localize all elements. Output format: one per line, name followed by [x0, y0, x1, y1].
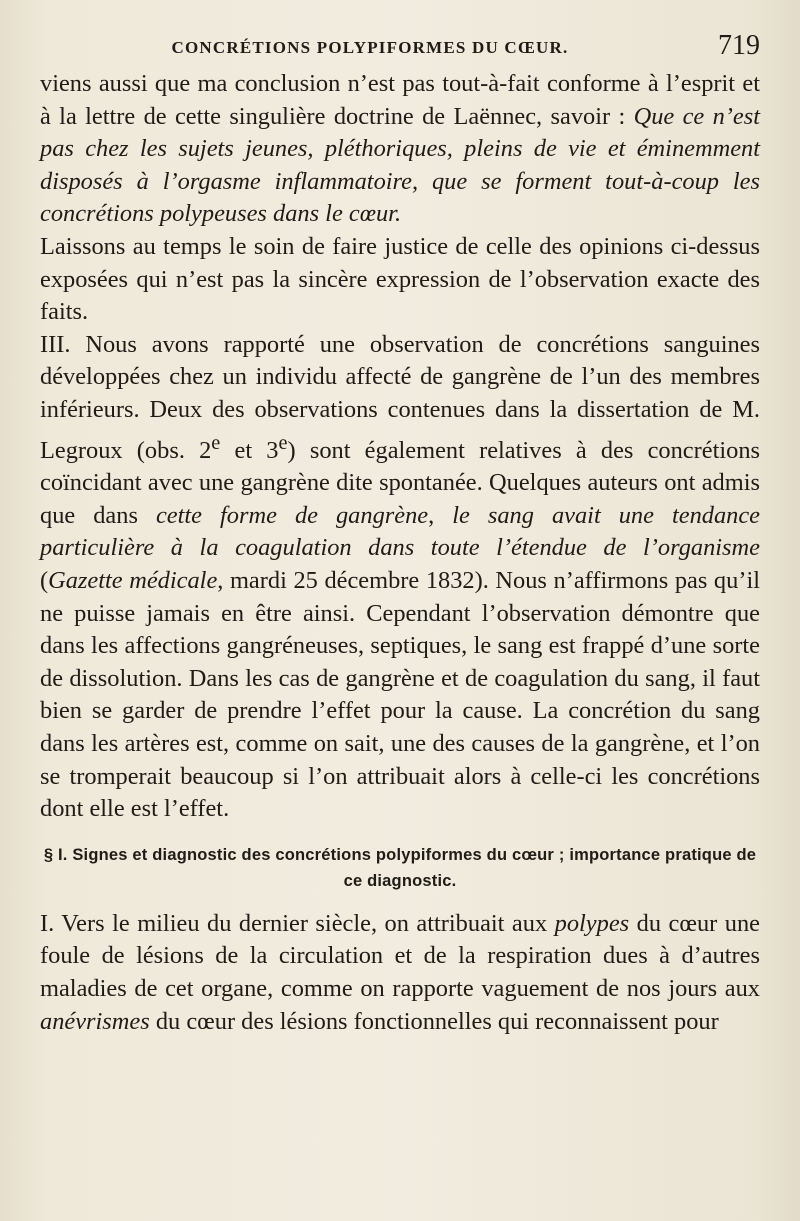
paragraph-3-italic-1: cette forme de gangrène	[155, 501, 429, 529]
paragraph-4-italic-1: polypes	[554, 909, 630, 937]
paragraph-4-text-a: I. Vers le milieu du dernier siècle, on attribuait aux	[40, 909, 555, 937]
superscript-e-2: e	[278, 431, 288, 454]
paragraph-3	[40, 329, 760, 826]
section-heading: § I. Signes et diagnostic des concrétions polypiformes du cœur ; importance pratique de ce diagnostic.	[43, 845, 757, 890]
paragraph-4-text-b: du cœur une foule de lésions de la circulation et de la respiration dues à d’autres maladies de cet organe, comme on rapporte vaguement de nos jours aux	[40, 909, 760, 1002]
paragraph-1-text: viens aussi que ma conclusion n’est pas tout-à-fait conforme à l’esprit et à la lettre de cette singulière doctrine de Laënnec, savoir :	[40, 70, 760, 130]
paragraph-3-citation: Gazette médicale	[48, 567, 218, 595]
paragraph-1	[40, 68, 760, 231]
paragraph-4	[40, 908, 760, 1038]
paragraph-2: Laissons au temps le soin de faire justice de celle des opinions ci-dessus exposées qui n’est pas la sincère expression de l’observation exacte des faits.	[40, 232, 760, 326]
paragraph-4-text-c: du cœur des lésions fonctionnelles qui reconnaissent pour	[149, 1007, 719, 1035]
paragraph-3-text-f: , mardi 25 décembre 1832). Nous n’affirmons pas qu’il ne puisse jamais en être ainsi. Cependant l’observation démontre que dans les affections gangréneuses, septiques, le sang est frappé d’une sorte de dissolution. Dans les cas de gangrène et de coagulation du sang, il faut bien se garder de prendre l’effet pour la cause. La concrétion du sang dans les artères est, comme on sait, une des causes de la gangrène, et l’on se tromperait beaucoup si l’on attribuait alors à celle-ci les concrétions dont elle est l’effet.	[40, 567, 760, 823]
paragraph-3-text-a: III. Nous avons rapporté une observation de concrétions sanguines développées chez un individu affecté de gangrène de l’un des membres inférieurs. Deux des observations contenues dans la dissertation de M. Legroux (obs. 2	[40, 330, 760, 464]
paragraph-4-italic-2: anévrismes	[40, 1007, 150, 1035]
paragraph-3-italic-2: le sang avait une tendance particulière à la coagulation dans toute l’étendue de l’organisme	[40, 501, 761, 562]
paragraph-3-text-e: (	[40, 567, 49, 595]
paragraph-1-quote: Que ce n’est pas chez les sujets jeunes, pléthoriques, pleins de vie et éminemment disposés à l’orgasme inflammatoire, que se forment tout-à-coup les concrétions polypeuses dans le cœur.	[40, 102, 760, 228]
body-text	[40, 68, 760, 1038]
superscript-e-1: e	[211, 431, 221, 454]
page-number: 719	[718, 30, 760, 61]
paragraph-3-text-c: ) sont également relatives à des concrétions coïncidant avec une gangrène dite spontanée. Quelques auteurs ont admis que dans	[40, 436, 761, 529]
page-header	[40, 26, 760, 66]
running-title: CONCRÉTIONS POLYPIFORMES DU CŒUR.	[171, 38, 569, 57]
paragraph-3-text-d: ,	[428, 501, 453, 529]
paragraph-3-text-b: et 3	[220, 436, 279, 464]
